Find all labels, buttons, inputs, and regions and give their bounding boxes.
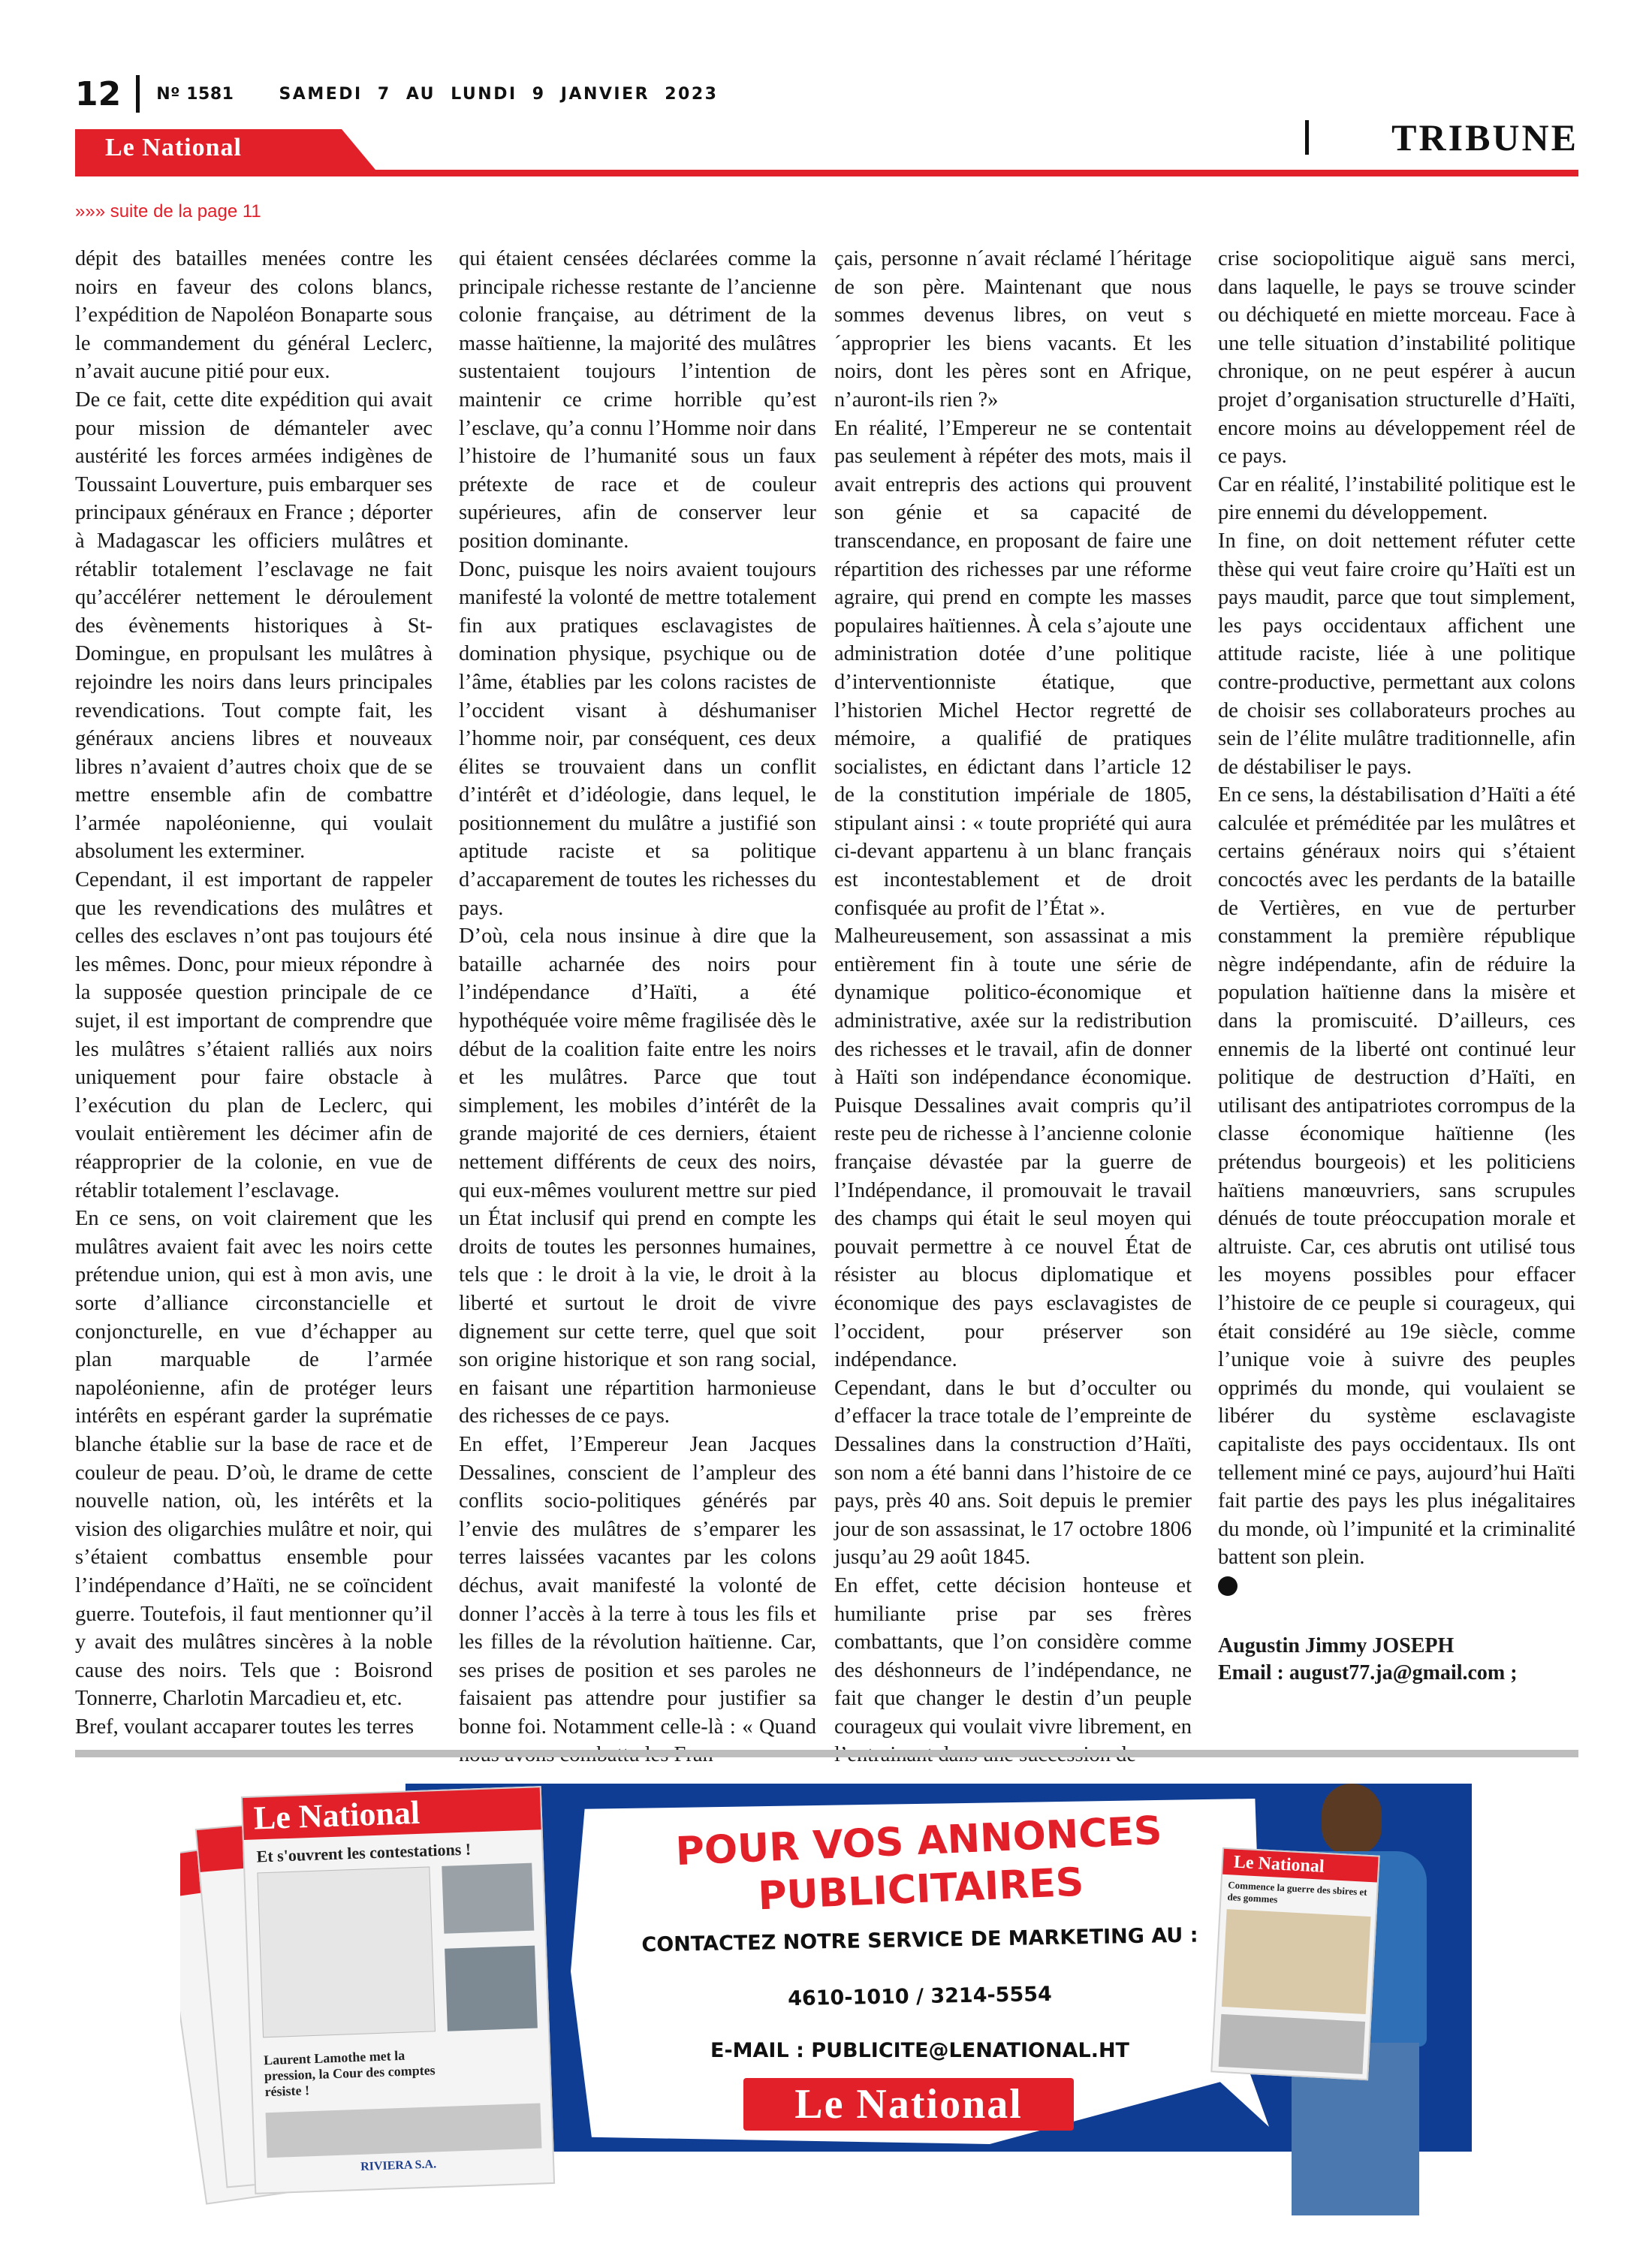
- ad-paper-headline-2: Laurent Lamothe met la pression, la Cour des comptes résiste !: [263, 2047, 436, 2100]
- issue-date: SAMEDI 7 AU LUNDI 9 JANVIER 2023: [279, 84, 719, 104]
- ad-title: POUR VOS ANNONCES PUBLICITAIRES: [674, 1808, 1163, 1920]
- page-header: [75, 71, 718, 116]
- section-title: TRIBUNE: [1391, 116, 1578, 158]
- paragraph: crise sociopolitique aiguë sans merci, dans laquelle, le pays se trouve scinder ou déchiqueté en miette morceau. Face à une telle situation d’instabilité politique chronique, on ne peut espérer à aucun projet d’organisation structurelle d’Haïti, encore moins au développement réel de ce pays.: [1218, 247, 1575, 469]
- page-number: 12: [75, 74, 122, 113]
- paragraph: En effet, l’Empereur Jean Jacques Dessalines, conscient de l’ampleur des conflits socio-politiques générés par l’envie des mulâtres de s’emparer les terres laissées vacantes par les colons déchus, avait manifesté la volonté de donner l’accès à la terre à tous les fils et les filles de la révolution haïtienne. Car, ses prises de position et ses paroles ne faisaient pas attendre pour justifier sa bonne foi. Notamment celle-là : « Quand: [459, 1432, 816, 1739]
- paragraph: Car en réalité, l’instabilité politique est le pire ennemi du développement.: [1218, 472, 1575, 525]
- paragraph: dépit des batailles menées contre les noirs en faveur des colons blancs, l’expédition de Napoléon Bonaparte sous le commandement du général Leclerc, n’avait aucune pitié pour eux.: [75, 247, 433, 384]
- footer-rule: [75, 1750, 1578, 1757]
- paragraph: Bref, voulant accaparer toutes les terres: [75, 1715, 415, 1739]
- article-column-2: [459, 245, 816, 1769]
- ad-paper-cartoon: [257, 1866, 436, 2037]
- brand-name: Le National: [105, 134, 242, 161]
- paragraph: Cependant, il est important de rappeler que les revendications des mulâtres et celles des esclaves n’ont pas toujours été les mêmes. Donc, pour mieux répondre à la supposée question principale de ce sujet, il est important de comprendre que les mulâtres s’étaient ralliés aux noirs uniquement pour faire obstacle à l’exécution du plan de Leclerc, qui voulait entièrement les décimer afin de réapproprier de la colonie, en vue de rétablir totalement l’esclavage.: [75, 868, 433, 1202]
- article-column-4: [1218, 245, 1575, 1687]
- advertisement[interactable]: [180, 1784, 1472, 2215]
- paragraph: D’où, cela nous insinue à dire que la bataille acharnée des noirs pour l’indépendance d’Haïti, a été hypothéquée voire même fragilisée dès le début de la coalition faite entre les noirs et les mulâtres. Parce que tout simplement, les mobiles d’intérêt de la grande majorité de ces derniers, étaient nettement différents de ceux des noirs, qui eux-mêmes voulurent mettre sur pied un État inclusif qui prend en compte les droits de toutes les personnes humaines, tels que : le droit à la vie, le droit à la liberté et surtout le droit de vivre dignement sur cette terre, quel que soit son origine historique et son rang social, en faisant une répartition harmonieuse des richesses de ce pays.: [459, 924, 816, 1428]
- ad-man-newspaper: [1210, 1847, 1379, 2081]
- paragraph: En ce sens, on voit clairement que les mulâtres avaient fait avec les noirs cette prétendue union, qui est à mon avis, une sorte d’alliance circonstancielle et conjoncturelle, en vue d’échapper au plan marquable de l’armée napoléonienne, afin de protéger leurs intérêts en espérant garder la suprématie blanche établie sur la base de race et de couleur de peau. D’où, le drame de cette nouvelle nation, où, les intérêts et la vision des oligarchies mulâtre et noir, qui s’étaient combattus ensemble pour l’indépendance d’Haïti, ne se coïncident guerre. Toutefois, il faut mentionner qu’il y avait des mulâtres sincères à la noble cause des noirs. Tels que : Boisrond Tonnerre, Charlotin Marcadieu et, etc.: [75, 1207, 433, 1711]
- ad-paper-masthead: Le National: [243, 1787, 541, 1840]
- article-column-1: [75, 245, 433, 1741]
- ad-paper-cartoon: [1222, 1909, 1371, 2014]
- ad-paper-photo: [445, 1946, 538, 2031]
- header-rule: [75, 170, 1578, 176]
- ad-paper-right-headline: Commence la guerre des sbires et des gommes: [1227, 1879, 1367, 1905]
- paragraph: çais, personne n´avait réclamé l´héritage de son père. Maintenant que nous sommes devenus libres, on veut s´approprier les biens vacants. Et les noirs, dont les pères sont en Afrique, n’auront-ils rien ?»: [834, 247, 1192, 412]
- paragraph: Cependant, dans le but d’occulter ou d’effacer la trace totale de l’empreinte de Dessalines dans la construction d’Haïti, son nom a été banni dans l’histoire de ce pays, près 40 ans. Soit depuis le premier jour de son assassinat, le 17 octobre 1806 jusqu’au 29 août 1845.: [834, 1376, 1192, 1570]
- header-divider: [136, 75, 140, 113]
- paragraph: En effet, cette décision honteuse et humiliante prise par ses frères combattants, que l’on considère comme des déshonneurs de l’indépendance, ne fait que changer le destin d’un peuple courageux qui voulait vivre librement, en: [834, 1573, 1192, 1739]
- author-name: Augustin Jimmy JOSEPH: [1218, 1633, 1455, 1657]
- paragraph: In fine, on doit nettement réfuter cette thèse qui veut faire croire qu’Haïti est un pays maudit, parce que tout simplement, les pays occidentaux affichent une attitude raciste, liée à une politique contre-productive, permettant aux colons de choisir ses collaborateurs proches au sein de l’élite mulâtre traditionnelle, afin de déstabiliser le pays.: [1218, 529, 1575, 779]
- author-email: Email : august77.ja@gmail.com ;: [1218, 1660, 1518, 1684]
- ad-logo: Le National: [743, 2078, 1074, 2131]
- ad-man-head: [1322, 1784, 1382, 1855]
- paragraph: Malheureusement, son assassinat a mis entièrement fin à toute une série de dynamique politico-économique et administrative, axée sur la redistribution des richesses et le travail, afin de donner à Haïti son indépendance économique. Puisque Dessalines avait compris qu’il reste peu de richesse à l’ancienne colonie française dévastée par la guerre de l’Indépendance, il promouvait le travail des champs qui était le seul moyen qui pouvait permettre à ce nouvel État de résister au blocus diplomatique et économique des pays esclavagistes de l’occident, pour préserver son indépendance.: [834, 924, 1192, 1372]
- paragraph: Donc, puisque les noirs avaient toujours manifesté la volonté de mettre totalement fin aux pratiques esclavagistes de domination physique, psychique ou de l’âme, établies par les colons racistes de l’occident visant à déshumaniser l’homme noir, par conséquent, ces deux élites se trouvaient dans un conflit d’intérêt et d’idéologie, dans lequel, le positionnement du mulâtre a justifié son aptitude raciste et sa politique d’accaparement de toutes les richesses du pays.: [459, 557, 816, 920]
- issue-number: Nº 1581: [156, 84, 234, 104]
- author-block: [1218, 1633, 1575, 1687]
- continued-from: »»» suite de la page 11: [75, 201, 261, 222]
- ad-paper-car-photo: [266, 2103, 542, 2158]
- paragraph: En ce sens, la déstabilisation d’Haïti a été calculée et préméditée par les mulâtres et certains généraux noirs qui s’étaient concoctés avec les perdants de la bataille de Vertières, en vue de perturber constamment la première république nègre indépendante, afin de réduire la population haïtienne dans la misère et dans la promiscuité. D’ailleurs, ces ennemis de la liberté ont continué leur politique de destruction d’Haïti, en utilisant des antipatriotes corrompus de la classe économique haïtienne (les prétendus bourgeois) et les politiciens haïtiens manœuvriers, sans scrupules dénués de toute préoccupation morale et altruiste. Car, ces abrutis ont utilisé tous les moyens possibles pour effacer l’histoire de ce peuple si courageux, qui était considéré au 19e siècle, comme l’unique voie à suivre des peuples opprimés du monde, qui voulaient se libérer du système esclavagiste capitaliste des pays occidentaux. Ils ont tellement miné ce pays, aujourd’hui Haïti fait partie des pays les plus inégalitaires du monde, où l’impunité et la criminalité battent son plein.: [1218, 783, 1575, 1570]
- article-column-3: [834, 245, 1192, 1769]
- ad-paper-sponsor: RIVIERA S.A.: [360, 2158, 437, 2173]
- ad-paper-photo: [1219, 2014, 1365, 2074]
- ad-paper-headline: Et s'ouvrent les contestations !: [256, 1839, 472, 1866]
- ad-email[interactable]: E-MAIL : PUBLICITE@LENATIONAL.HT: [710, 2039, 1129, 2062]
- ad-paper-photo: [442, 1863, 534, 1934]
- paragraph: qui étaient censées déclarées comme la principale richesse restante de l’ancienne colonie française, au détriment de la masse haïtienne, la majorité des mulâtres sustentaient toujours l’intention de maintenir ce crime horrible qu’est l’esclave, qu’a connu l’Homme noir dans l’histoire de l’humanité sous un faux prétexte de race et de couleur supérieures, afin de conserver leur position dominante.: [459, 247, 816, 553]
- paragraph: En réalité, l’Empereur ne se contentait pas seulement à répéter des mots, mais il avait entrepris des actions qui prouvent son génie et sa capacité de transcendance, en proposant de faire une répartition des richesses par une réforme agraire, qui prend en compte les masses populaires haïtiennes. À cela s’ajoute une administration dotée d’une politique d’interventionniste étatique, que l’historien Michel Hector regretté de mémoire, a qualifié de pratiques socialistes, en édictant dans l’article 12 de la constitution impériale de 1805, stipulant ainsi : « toute propriété qui aura ci-devant appartenu à un blanc français est incontestablement et de droit confisquée au profit de l’État ».: [834, 416, 1192, 920]
- ad-paper-masthead: Le National: [1222, 1849, 1378, 1883]
- ad-phone[interactable]: 4610-1010 / 3214-5554: [787, 1982, 1053, 2011]
- ad-newspaper-front: [241, 1786, 555, 2194]
- end-of-article-mark: [1218, 1576, 1237, 1596]
- ad-contact: CONTACTEZ NOTRE SERVICE DE MARKETING AU :: [641, 1923, 1198, 1957]
- section-divider: [1305, 120, 1309, 155]
- paragraph: De ce fait, cette dite expédition qui avait pour mission de démanteler avec austérité les forces armées indigènes de Toussaint Louverture, puis embarquer ses principaux généraux en France ; déporter à Madagascar les officiers mulâtres et rétablir totalement l’esclavage ne fait qu’accélérer nettement le déroulement des évènements historiques à St-Domingue, en propulsant les mulâtres à rejoindre les noirs dans leurs principales revendications. Tout compte fait, les généraux anciens libres et nouveaux libres n’avaient d’autres choix que de se mettre ensemble afin de combattre l’armée napoléonienne, qui voulait absolument les exterminer.: [75, 388, 433, 864]
